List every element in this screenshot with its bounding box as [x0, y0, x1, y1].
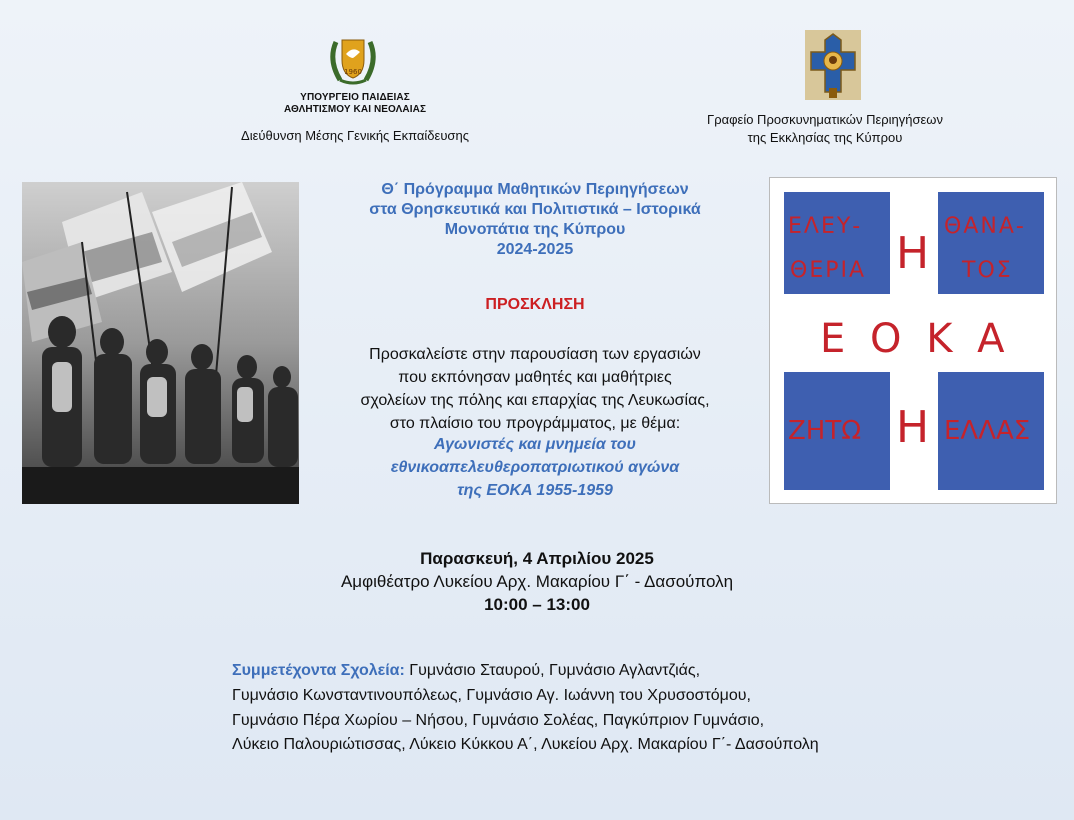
theme-line2: εθνικοαπελευθεροπατριωτικού αγώνα: [390, 459, 680, 476]
svg-text:1960: 1960: [344, 68, 362, 76]
event-date: Παρασκευή, 4 Απριλίου 2025: [420, 549, 654, 568]
theme-line3: της ΕΟΚΑ 1955-1959: [457, 482, 613, 499]
flag-text-bottom-mid: Η: [896, 402, 930, 453]
cyprus-coat-of-arms-icon: [326, 30, 380, 88]
program-title-line1: Θ΄ Πρόγραμμα Μαθητικών Περιηγήσεων: [381, 181, 689, 198]
church-cross-icon: [805, 30, 861, 100]
event-time: 10:00 – 13:00: [484, 595, 590, 614]
program-year: 2024-2025: [496, 241, 574, 258]
flag-text-top-mid: Η: [896, 228, 930, 279]
schools-line4: Λύκειο Παλουριώτισσας, Λύκειο Κύκκου Α΄, Λυκείου Αρχ. Μακαρίου Γ΄- Δασούπολη: [232, 736, 819, 753]
invitation-text-line2: που εκπόνησαν μαθητές και μαθήτριες: [398, 369, 672, 386]
schools-line2: Γυμνάσιο Κωνσταντινουπόλεως, Γυμνάσιο Αγ. Ιωάννη του Χρυσοστόμου,: [232, 687, 751, 704]
flag-text-tl1: ΕΛΕΥ-: [788, 214, 863, 239]
invitation-text-line1: Προσκαλείστε στην παρουσίαση των εργασιών: [369, 346, 701, 363]
invitation-heading: ΠΡΟΣΚΛΗΣΗ: [485, 296, 585, 313]
flag-text-br: ΕΛΛΑΣ: [944, 416, 1031, 446]
church-office-line1: Γραφείο Προσκυνηματικών Περιηγήσεων: [707, 112, 943, 127]
event-venue: Αμφιθέατρο Λυκείου Αρχ. Μακαρίου Γ΄ - Δασούπολη: [340, 572, 734, 591]
program-title-line3: Μονοπάτια της Κύπρου: [444, 221, 626, 238]
invitation-text-line4: στο πλαίσιο του προγράμματος, με θέμα:: [389, 415, 681, 432]
flag-text-bl: ΖΗΤΩ: [788, 416, 862, 446]
flag-text-tr1: ΘΑΝΑ-: [944, 214, 1026, 239]
theme-line1: Αγωνιστές και μνημεία του: [434, 436, 636, 453]
ministry-name-line1: ΥΠΟΥΡΓΕΙΟ ΠΑΙΔΕΙΑΣ: [300, 92, 410, 103]
schools-line1-text: Γυμνάσιο Σταυρού, Γυμνάσιο Αγλαντζιάς,: [404, 662, 701, 679]
schools-label: Συμμετέχοντα Σχολεία:: [232, 662, 405, 679]
flag-text-tr2: ΤΟΣ: [962, 258, 1013, 283]
ministry-name-line2: ΑΘΛΗΤΙΣΜΟΥ ΚΑΙ ΝΕΟΛΑΙΑΣ: [283, 104, 427, 115]
flag-text-middle: Ε Ο Κ Α: [820, 316, 1011, 362]
invitation-text-line3: σχολείων της πόλης και επαρχίας της Λευκωσίας,: [360, 392, 710, 409]
schools-line3: Γυμνάσιο Πέρα Χωρίου – Νήσου, Γυμνάσιο Σολέας, Παγκύπριον Γυμνάσιο,: [232, 712, 765, 729]
ministry-department: Διεύθυνση Μέσης Γενικής Εκπαίδευσης: [241, 128, 469, 143]
church-office-line2: της Εκκλησίας της Κύπρου: [747, 130, 903, 145]
program-title-line2: στα Θρησκευτικά και Πολιτιστικά – Ιστορικά: [369, 201, 701, 218]
flag-text-tl2: ΘΕΡΙΑ: [790, 258, 867, 283]
historical-photo: [22, 182, 299, 504]
schools-line1: [232, 662, 700, 680]
eoka-flag: [769, 177, 1057, 504]
